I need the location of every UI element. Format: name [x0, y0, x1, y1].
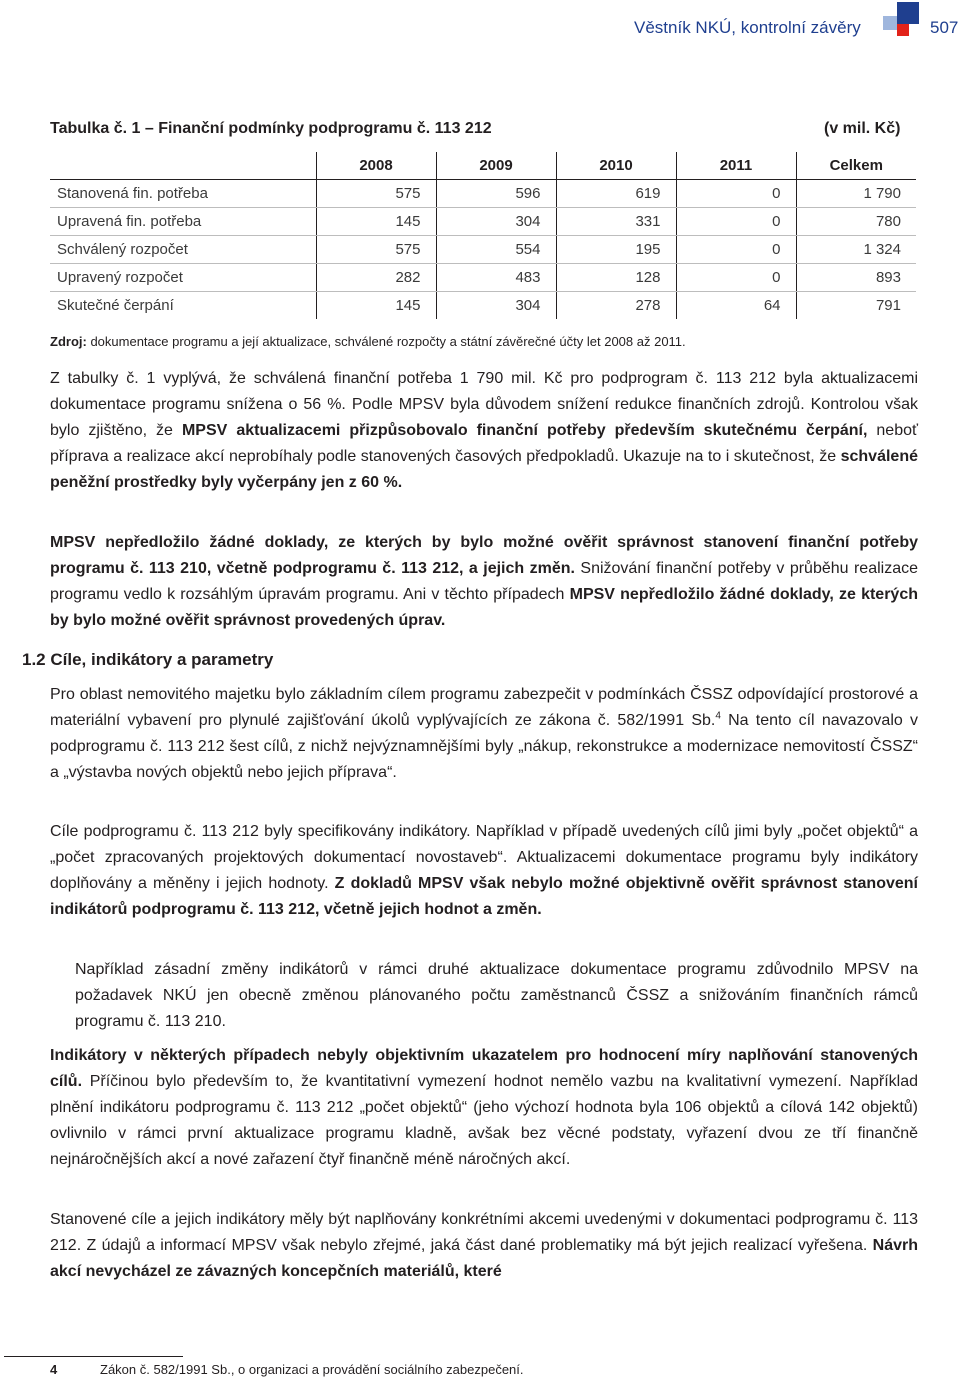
row-label: Skutečné čerpání	[57, 297, 174, 314]
table-cell: 596	[436, 180, 556, 208]
table-cell: 791	[796, 292, 916, 320]
table-cell: 304	[436, 208, 556, 236]
table-title: Tabulka č. 1 – Finanční podmínky podprogramu č. 113 212	[50, 120, 492, 137]
footnote-ref: 4	[715, 710, 721, 722]
header-cell-empty	[50, 152, 316, 180]
table-cell: 0	[676, 264, 796, 292]
footnote-number: 4	[50, 1362, 58, 1377]
paragraph-indicators-objectivity: Indikátory v některých případech nebyly objektivním ukazatelem pro hodnocení míry naplňování stanovených cílů. Příčinou bylo především to, že kvantitativní vymezení hodnot nemělo vazbu na kvalitativní vymezení. Například plnění indikátoru podprogramu č. 113 212 „počet objektů“ (jeho výchozí hodnota byla 106 objektů a cílová 142 objektů) ovlivnilo v rámci první aktualizace programu kladně, avšak bez věcné podstaty, vyřazení dvou ze tří finančně nejnáročnějších akcí a nové zařazení čtyř finančně méně náročných akcí.	[50, 1047, 918, 1168]
table-cell: 278	[556, 292, 676, 320]
paragraph-table-summary: Z tabulky č. 1 vyplývá, že schválená finanční potřeba 1 790 mil. Kč pro podprogram č. 113 212 byla aktualizacemi dokumentace programu snížena o 56 %. Podle MPSV byla důvodem snížení redukce finančních zdrojů. Kontrolou však bylo zjištěno, že MPSV aktualizacemi přizpůsobovalo finanční potřeby především skutečnému čerpání, neboť příprava a realizace akcí neprobíhaly podle stanovených časových předpokladů. Ukazuje na to i skutečnost, že schválené peněžní prostředky byly vyčerpány jen z 60 %.	[50, 370, 919, 491]
header-cell-total: Celkem	[796, 152, 916, 180]
logo-square-dark	[897, 2, 919, 24]
header-cell-2011: 2011	[676, 152, 796, 180]
financial-table	[50, 152, 916, 319]
table-cell: 145	[316, 292, 436, 320]
table-cell: 0	[676, 236, 796, 264]
table-cell: 1 324	[796, 236, 916, 264]
source-text: dokumentace programu a její aktualizace, schválené rozpočty a státní závěrečné účty let 2008 až 2011.	[86, 334, 686, 349]
paragraph-goals-actions: Stanovené cíle a jejich indikátory měly být naplňovány konkrétními akcemi uvedenými v dokumentaci podprogramu č. 113 212. Z údajů a informací MPSV však nebylo zřejmé, jaká část dané problematiky má být jejich realizací vyřešena. Návrh akcí nevycházel ze závazných koncepčních materiálů, které	[50, 1211, 918, 1280]
paragraph-goals: Pro oblast nemovitého majetku bylo základním cílem programu zabezpečit v podmínkách ČSSZ odpovídající prostorové a materiální vybavení pro plynulé zajišťování úkolů vyplývajících ze zákona č. 582/1991 Sb.$^4$ Na tento cíl navazovalo v podprogramu č. 113 212 šest cílů, z nichž nejvýznamnějšími byly „nákup, rekonstrukce a modernizace nemovitostí ČSSZ“ a „výstavba nových objektů nebo jejich příprava“.	[50, 686, 918, 781]
table-cell: 0	[676, 180, 796, 208]
header-cell-2009: 2009	[436, 152, 556, 180]
header-cell-2008: 2008	[316, 152, 436, 180]
logo-square-red	[897, 24, 909, 36]
table-cell: 1 790	[796, 180, 916, 208]
table-cell: 619	[556, 180, 676, 208]
footnote-text: Zákon č. 582/1991 Sb., o organizaci a provádění sociálního zabezpečení.	[100, 1362, 524, 1377]
table-cell: 483	[436, 264, 556, 292]
table-cell: 0	[676, 208, 796, 236]
row-label: Upravená fin. potřeba	[50, 208, 316, 236]
running-header-title: Věstník NKÚ, kontrolní závěry	[634, 18, 861, 37]
row-label: Upravený rozpočet	[50, 264, 316, 292]
table-cell: 331	[556, 208, 676, 236]
row-label: Schválený rozpočet	[50, 236, 316, 264]
logo-square-light	[883, 16, 897, 30]
paragraph-no-documents: MPSV nepředložilo žádné doklady, ze kterých by bylo možné ověřit správnost stanovení finanční potřeby programu č. 113 210, včetně podprogramu č. 113 212, a jejich změn. Snižování finanční potřeby v průběhu realizace programu vedlo k rozsáhlým úpravám programu. Ani v těchto případech MPSV nepředložilo žádné doklady, ze kterých by bylo možné ověřit správnost provedených úprav.	[50, 534, 919, 629]
table-cell: 195	[556, 236, 676, 264]
source-label: Zdroj:	[50, 334, 87, 349]
table-row	[50, 236, 916, 264]
row-label: Stanovená fin. potřeba	[50, 180, 316, 208]
footnote-divider	[4, 1356, 183, 1357]
nku-logo-icon	[883, 0, 923, 40]
table-cell: 145	[316, 208, 436, 236]
table-unit: (v mil. Kč)	[824, 120, 901, 137]
table-cell: 64	[676, 292, 796, 320]
table-row	[50, 208, 916, 236]
table-cell: 282	[316, 264, 436, 292]
table-cell: 575	[316, 236, 436, 264]
header-cell-2010: 2010	[556, 152, 676, 180]
page-number: 507	[930, 18, 959, 37]
table-cell: 304	[436, 292, 556, 320]
section-heading: 1.2 Cíle, indikátory a parametry	[22, 650, 274, 669]
table-source-note	[50, 334, 686, 349]
paragraph-example: Například zásadní změny indikátorů v rámci druhé aktualizace dokumentace programu zdůvodnilo MPSV na požadavek NKÚ jen obecně změnou plánovaného počtu zaměstnanců ČSSZ a snižováním finančních rámců programu č. 113 210.	[75, 961, 918, 1030]
table-cell: 893	[796, 264, 916, 292]
paragraph-indicators: Cíle podprogramu č. 113 212 byly specifikovány indikátory. Například v případě uvedených cílů jimi byly „počet objektů“ a „počet zpracovaných projektových dokumentací novostaveb“. Aktualizacemi dokumentace programu byly indikátory doplňovány a měněny i jejich hodnoty. Z dokladů MPSV však nebylo možné objektivně ověřit správnost stanovení indikátorů podprogramu č. 113 212, včetně jejich hodnot a změn.	[50, 823, 918, 918]
table-row	[50, 292, 916, 320]
table-row	[50, 180, 916, 208]
table-row	[50, 264, 916, 292]
table-cell: 554	[436, 236, 556, 264]
table-cell: 575	[316, 180, 436, 208]
table-cell: 780	[796, 208, 916, 236]
table-header-row	[50, 152, 916, 180]
table-cell: 128	[556, 264, 676, 292]
